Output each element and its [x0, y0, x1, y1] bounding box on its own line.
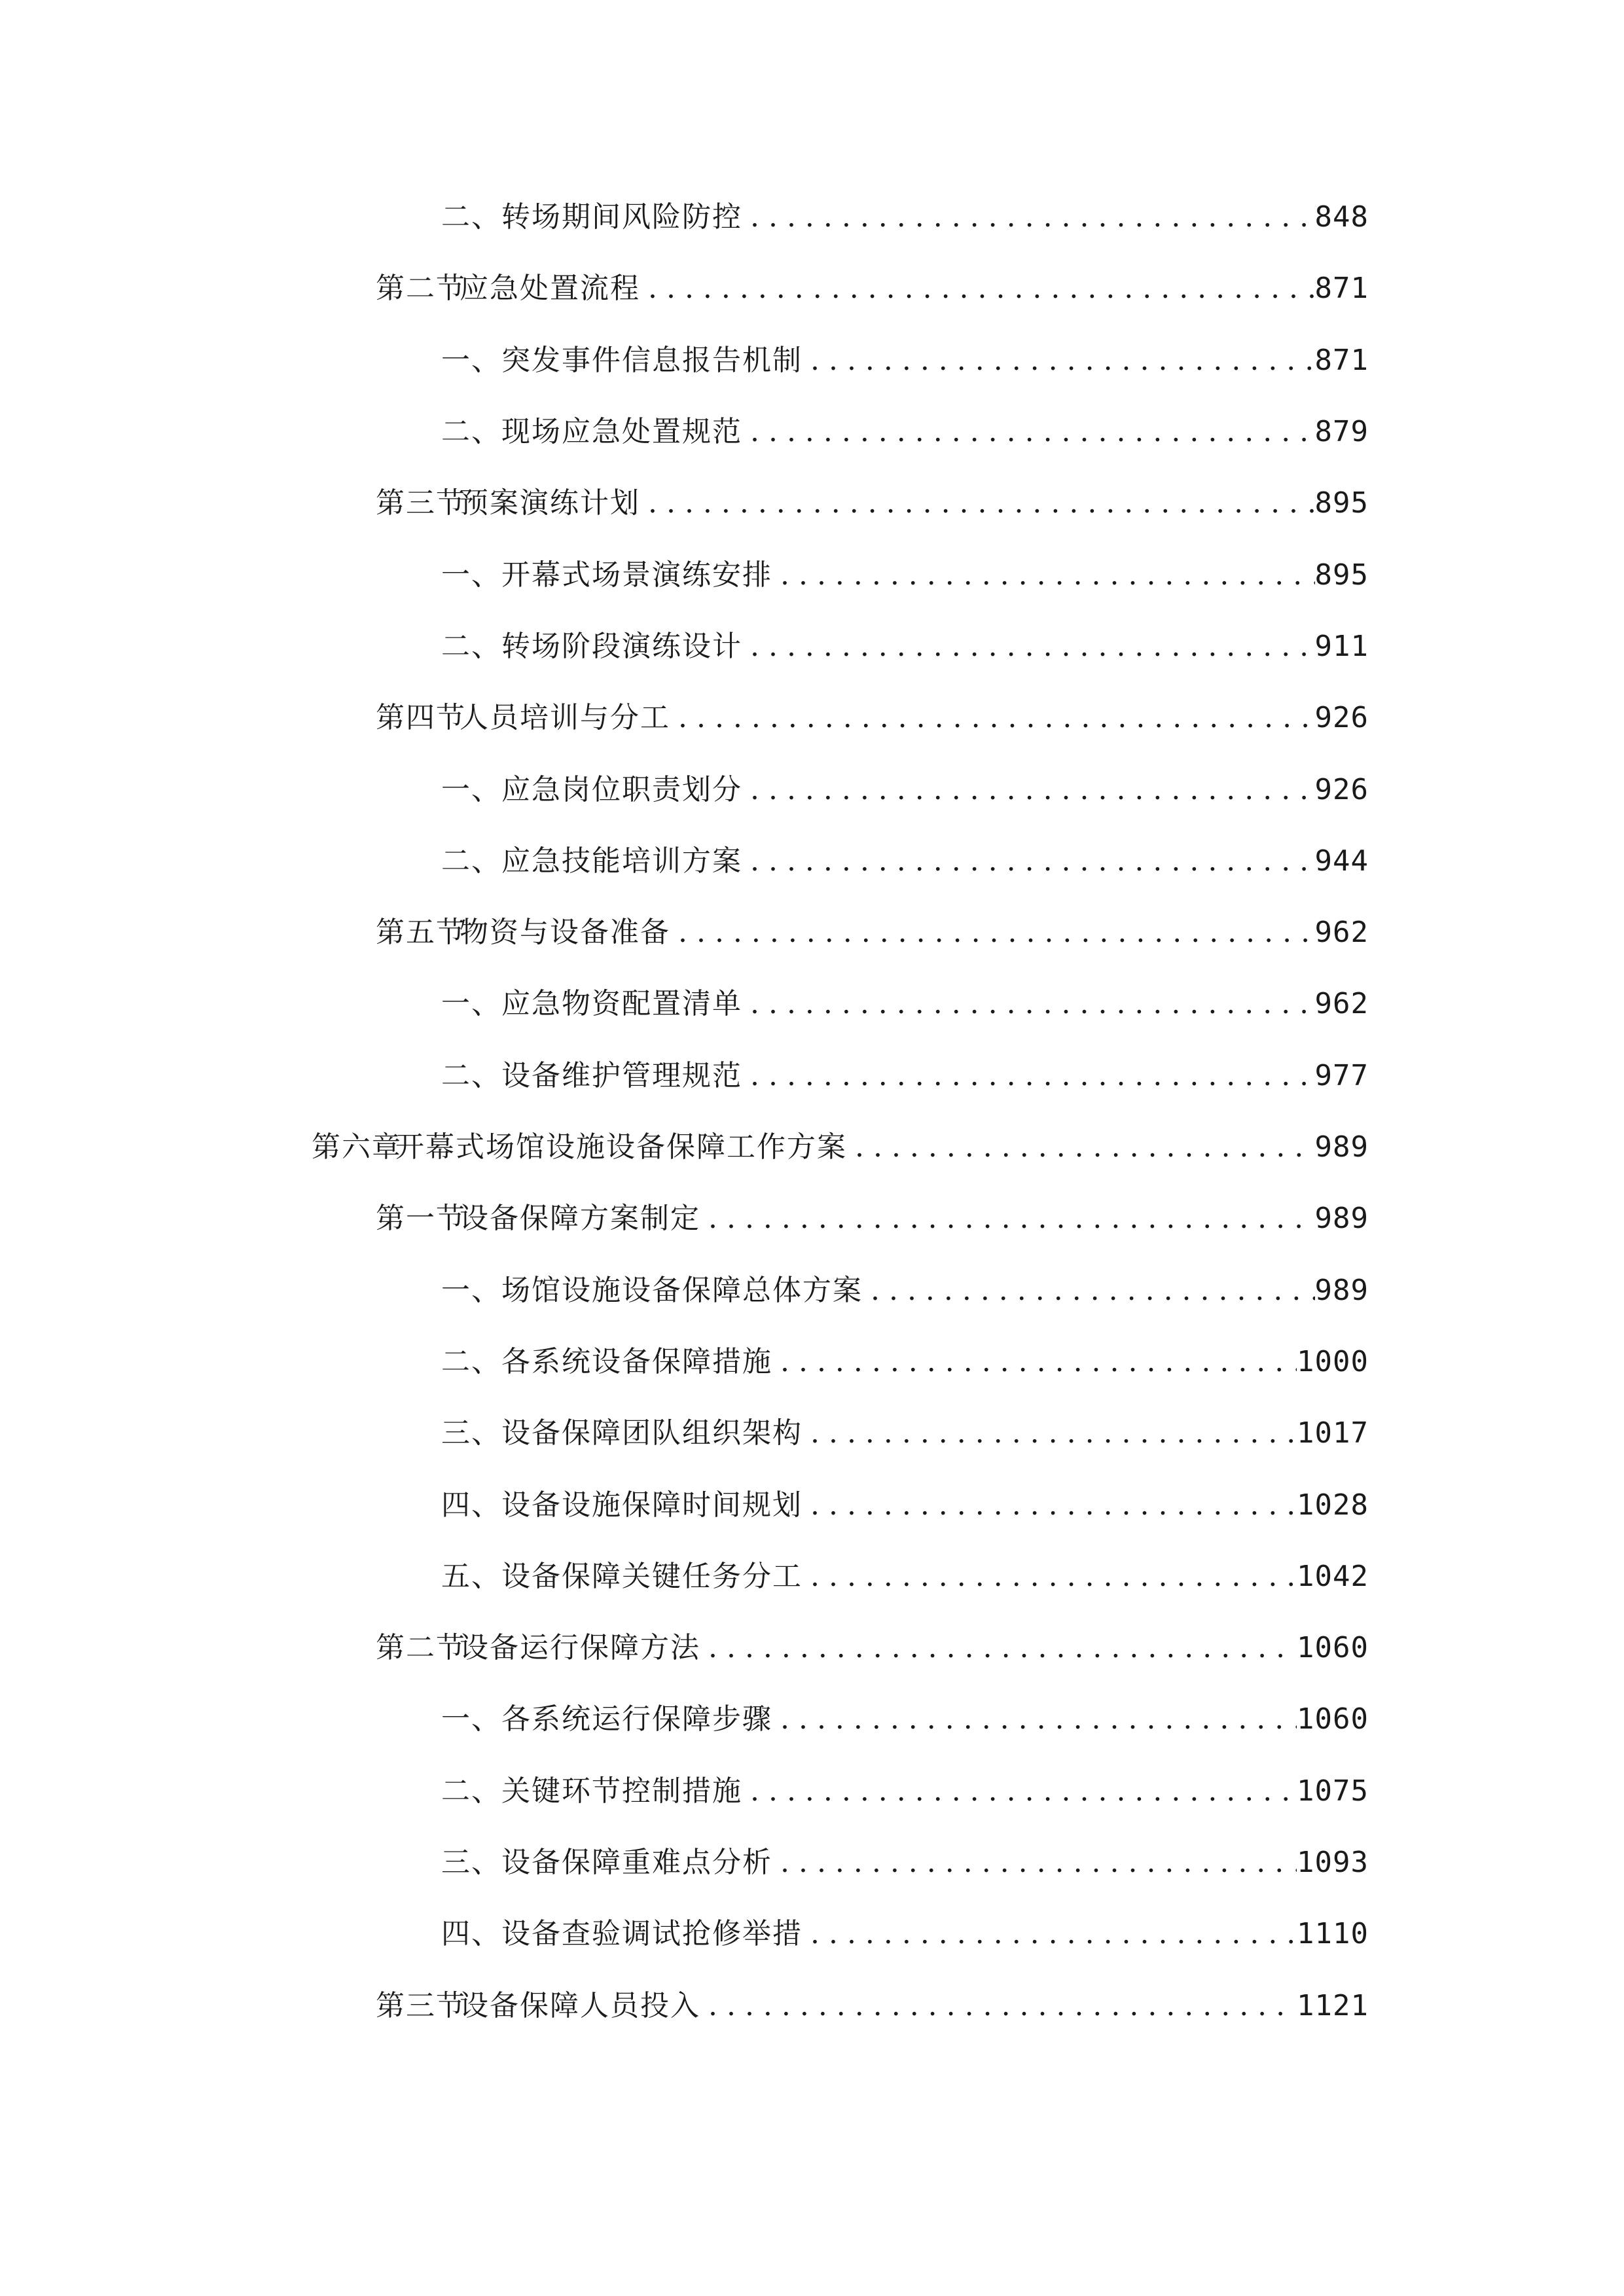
- toc-entry[interactable]: [441, 334, 1369, 387]
- toc-entry[interactable]: [441, 1765, 1369, 1818]
- toc-entry-number: 一、: [441, 344, 501, 377]
- toc-entry-number: 第四节: [376, 701, 466, 734]
- toc-dot-leader: [742, 978, 1315, 1030]
- toc-dot-leader: [700, 1980, 1297, 2032]
- toc-dot-leader: [803, 334, 1315, 387]
- toc-entry-number: 四、: [441, 1488, 501, 1522]
- toc-entry-page: 977: [1314, 1059, 1369, 1092]
- toc-entry-number: 二、: [441, 415, 501, 448]
- toc-entry-page: 1110: [1297, 1917, 1369, 1950]
- toc-entry-page: 848: [1314, 200, 1369, 234]
- toc-entry-page: 962: [1314, 916, 1369, 949]
- toc-entry-number: 第六章: [312, 1130, 402, 1164]
- toc-entry-title: 现场应急处置规范: [501, 415, 742, 448]
- toc-entry[interactable]: [441, 1693, 1369, 1746]
- toc-entry-page: 911: [1314, 630, 1369, 663]
- toc-entry[interactable]: [441, 1407, 1369, 1460]
- toc-entry-title: 应急处置流程: [460, 272, 640, 305]
- toc-entry-number: 一、: [441, 1702, 501, 1736]
- toc-entry-number: 二、: [441, 1774, 501, 1808]
- toc-entry[interactable]: [376, 692, 1369, 744]
- toc-entry[interactable]: [441, 549, 1369, 601]
- toc-entry-page: 989: [1314, 1130, 1369, 1164]
- toc-entry-page: 1060: [1297, 1702, 1369, 1736]
- toc-entry[interactable]: [312, 1121, 1369, 1174]
- toc-entry[interactable]: [376, 1622, 1369, 1674]
- toc-entry-title: 开幕式场景演练安排: [501, 558, 772, 592]
- toc-dot-leader: [742, 406, 1315, 458]
- toc-entry-title: 应急岗位职责划分: [501, 773, 742, 806]
- toc-entry-number: 二、: [441, 844, 501, 878]
- toc-entry-title: 设备保障关键任务分工: [501, 1560, 803, 1593]
- toc-entry-page: 944: [1314, 844, 1369, 878]
- toc-entry-title: 突发事件信息报告机制: [501, 344, 803, 377]
- toc-entry-title: 各系统设备保障措施: [501, 1345, 772, 1378]
- toc-dot-leader: [803, 1551, 1297, 1603]
- toc-entry-page: 926: [1314, 701, 1369, 734]
- toc-entry-title: 设备查验调试抢修举措: [501, 1917, 803, 1950]
- toc-dot-leader: [640, 477, 1315, 529]
- toc-dot-leader: [772, 1336, 1297, 1388]
- toc-entry-number: 三、: [441, 1416, 501, 1450]
- toc-entry[interactable]: [376, 477, 1369, 529]
- toc-entry-page: 895: [1314, 486, 1369, 520]
- toc-entry[interactable]: [441, 978, 1369, 1030]
- toc-entry-page: 926: [1314, 773, 1369, 806]
- toc-entry-number: 二、: [441, 630, 501, 663]
- toc-entry-page: 871: [1314, 344, 1369, 377]
- toc-entry-title: 转场阶段演练设计: [501, 630, 742, 663]
- toc-entry-number: 二、: [441, 1059, 501, 1092]
- toc-entry-title: 开幕式场馆设施设备保障工作方案: [395, 1130, 847, 1164]
- toc-entry-title: 应急物资配置清单: [501, 987, 742, 1020]
- toc-dot-leader: [640, 262, 1315, 315]
- toc-entry-title: 应急技能培训方案: [501, 844, 742, 878]
- toc-entry[interactable]: [376, 1193, 1369, 1245]
- toc-entry-number: 第一节: [376, 1202, 466, 1235]
- toc-entry-title: 设备维护管理规范: [501, 1059, 742, 1092]
- toc-entry-number: 一、: [441, 987, 501, 1020]
- toc-dot-leader: [863, 1265, 1315, 1317]
- toc-dot-leader: [772, 1837, 1297, 1889]
- toc-entry[interactable]: [441, 1837, 1369, 1889]
- toc-entry-number: 四、: [441, 1917, 501, 1950]
- toc-entry-page: 1028: [1297, 1488, 1369, 1522]
- toc-dot-leader: [670, 906, 1315, 959]
- toc-entry-number: 一、: [441, 1274, 501, 1307]
- toc-dot-leader: [742, 1050, 1315, 1102]
- toc-entry-page: 1017: [1297, 1416, 1369, 1450]
- toc-entry-number: 三、: [441, 1846, 501, 1879]
- toc-entry-number: 五、: [441, 1560, 501, 1593]
- toc-dot-leader: [803, 1479, 1297, 1532]
- toc-dot-leader: [700, 1193, 1315, 1245]
- toc-entry-title: 设备保障方案制定: [460, 1202, 700, 1235]
- toc-entry-page: 1042: [1297, 1560, 1369, 1593]
- toc-entry-page: 895: [1314, 558, 1369, 592]
- toc-entry[interactable]: [441, 1551, 1369, 1603]
- toc-entry[interactable]: [441, 1336, 1369, 1388]
- toc-entry[interactable]: [441, 1479, 1369, 1532]
- toc-dot-leader: [700, 1622, 1297, 1674]
- toc-entry-number: 第二节: [376, 272, 466, 305]
- toc-dot-leader: [742, 1765, 1297, 1818]
- toc-entry-title: 预案演练计划: [460, 486, 640, 520]
- toc-entry-title: 设备保障人员投入: [460, 1989, 700, 2022]
- toc-entry[interactable]: [441, 191, 1369, 243]
- toc-entry-number: 第三节: [376, 1989, 466, 2022]
- toc-dot-leader: [847, 1121, 1315, 1174]
- toc-dot-leader: [803, 1908, 1297, 1960]
- toc-entry-title: 各系统运行保障步骤: [501, 1702, 772, 1736]
- toc-dot-leader: [670, 692, 1315, 744]
- toc-entry[interactable]: [441, 1265, 1369, 1317]
- toc-entry-title: 人员培训与分工: [460, 701, 670, 734]
- toc-entry-title: 转场期间风险防控: [501, 200, 742, 234]
- toc-entry-page: 871: [1314, 272, 1369, 305]
- toc-entry-number: 第三节: [376, 486, 466, 520]
- toc-dot-leader: [742, 835, 1315, 888]
- toc-entry[interactable]: [441, 406, 1369, 458]
- toc-entry[interactable]: [376, 1980, 1369, 2032]
- toc-entry-page: 1093: [1297, 1846, 1369, 1879]
- toc-entry-page: 1121: [1297, 1989, 1369, 2022]
- toc-entry[interactable]: [441, 620, 1369, 673]
- toc-entry-page: 989: [1314, 1202, 1369, 1235]
- toc-dot-leader: [803, 1407, 1297, 1460]
- toc-dot-leader: [772, 1693, 1297, 1746]
- toc-entry-page: 989: [1314, 1274, 1369, 1307]
- toc-entry-title: 场馆设施设备保障总体方案: [501, 1274, 863, 1307]
- toc-entry-title: 设备保障团队组织架构: [501, 1416, 803, 1450]
- toc-entry-number: 二、: [441, 1345, 501, 1378]
- toc-entry-page: 1000: [1297, 1345, 1369, 1378]
- toc-entry-number: 二、: [441, 200, 501, 234]
- toc-entry-page: 962: [1314, 987, 1369, 1020]
- toc-entry-title: 关键环节控制措施: [501, 1774, 742, 1808]
- toc-entry-title: 设备运行保障方法: [460, 1631, 700, 1664]
- toc-entry[interactable]: [441, 764, 1369, 816]
- toc-entry-number: 第二节: [376, 1631, 466, 1664]
- toc-entry-page: 1075: [1297, 1774, 1369, 1808]
- toc-entry-page: 879: [1314, 415, 1369, 448]
- toc-entry[interactable]: [376, 262, 1369, 315]
- toc-entry-title: 设备保障重难点分析: [501, 1846, 772, 1879]
- toc-dot-leader: [742, 620, 1315, 673]
- toc-entry-title: 设备设施保障时间规划: [501, 1488, 803, 1522]
- toc-dot-leader: [742, 191, 1315, 243]
- toc-dot-leader: [742, 764, 1315, 816]
- toc-entry-number: 第五节: [376, 916, 466, 949]
- toc-entry-number: 一、: [441, 773, 501, 806]
- toc-entry-title: 物资与设备准备: [460, 916, 670, 949]
- toc-entry[interactable]: [441, 1908, 1369, 1960]
- toc-entry-number: 一、: [441, 558, 501, 592]
- toc-entry-page: 1060: [1297, 1631, 1369, 1664]
- toc-entry[interactable]: [441, 835, 1369, 888]
- toc-entry[interactable]: [441, 1050, 1369, 1102]
- toc-entry[interactable]: [376, 906, 1369, 959]
- toc-dot-leader: [772, 549, 1315, 601]
